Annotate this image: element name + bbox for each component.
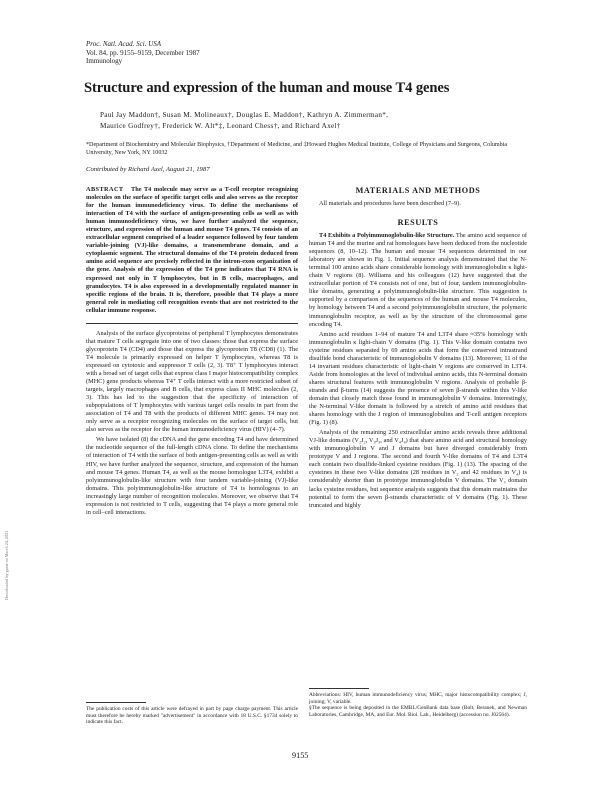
intro-paragraph-2: We have isolated (8) the cDNA and the gene encoding T4 and have determined the nucleotide sequence of the full-length cDNA clone. To define the mechanisms of interaction of T4 with the surface of both antigen-presenting cells as well as with HIV, we have further analyzed the sequence, structure, and expression of the human and mouse T4 genes. Human T4, as well as the mouse homologue L3T4, exhibit a polyimmunoglobulin-like structure with four tandem variable-joining (VJ)-like domains. This polyimmunoglobulin-like structure of T4 is homologous to an increasingly large number of recognition molecules. Moreover, we observe that T4 expression is not restricted to T cells, suggesting that T4 plays a more general role in cell–cell interactions. xyxy=(86,436,298,516)
intro-paragraph-1: Analysis of the surface glycoproteins of peripheral T lymphocytes demonstrates that mature T cells segregate into one of two classes: those that express the surface glycoprotein T4 (CD4) and those that express the glycoprotein T8 (CD8) (1). The T4 molecule is primarily expressed on helper T lymphocytes, whereas T8 is expressed on cytotoxic and suppressor T cells (2, 3). T8⁺ T lymphocytes interact with a broad set of target cells that express class I major histocompatibility complex (MHC) gene products whereas T4⁺ T cells interact with a more restricted subset of targets, largely macrophages and B cells, that express class II MHC molecules (2, 3). This has led to the suggestion that the specificity of interaction of subpopulations of T lymphocytes with various target cells results in part from the association of T4 and T8 with the products of different MHC genes. T4 may not only serve as a receptor recognizing molecules on the surface of target cells, but also serves as the receptor for the human immunodeficiency virus (HIV) (4–7). xyxy=(86,329,298,434)
methods-heading: MATERIALS AND METHODS xyxy=(355,186,481,195)
abstract-divider xyxy=(86,323,298,324)
abbreviations-text: Abbreviations: HIV, human immunodeficiency virus; MHC, major histocompatibility complex; J, joining; V, variable. xyxy=(309,692,527,705)
right-column xyxy=(309,186,527,512)
journal-volume: Vol. 84, pp. 9155–9159, December 1987 xyxy=(86,48,200,57)
page-number: 9155 xyxy=(292,751,309,760)
results-text-block xyxy=(309,232,527,510)
author-line-2: Maurice Godfrey†, Frederick W. Alt*‡, Leonard Chess†, and Richard Axel† xyxy=(100,122,341,131)
download-watermark: Downloaded by guest on March 24, 2021 xyxy=(4,530,9,600)
deposit-text: §The sequence is being deposited in the EMBL/GenBank data base (Bolt, Beranek, and Newman Laboratories, Cambridge, MA, and Eur. Mol. Biol. Lab., Heidelberg) (accession no. J02564). xyxy=(309,705,527,718)
footnote-rule xyxy=(86,702,146,703)
contributed-by: Contributed by Richard Axel, August 21, 1987 xyxy=(86,166,210,173)
author-line-1: Paul Jay Maddon†, Susan M. Molineaux†, Douglas E. Maddon†, Kathryn A. Zimmerman*, xyxy=(100,111,389,119)
abstract xyxy=(86,186,298,315)
results-heading: RESULTS xyxy=(397,218,439,228)
abstract-text: The T4 molecule may serve as a T-cell receptor recognizing molecules on the surface of specific target cells and also serves as the receptor for the human immunodeficiency virus. To define the mechanisms of interaction of T4 with the surface of antigen-presenting cells as well as with human immunodeficiency virus, we have further analyzed the sequence, structure, and expression of the human and mouse T4 genes. T4 consists of an extracellular segment comprised of a leader sequence followed by four tandem variable-joining (VJ)-like domains, a transmembrane domain, and a cytoplasmic segment. The structural domains of the T4 protein deduced from amino acid sequence are precisely reflected in the intron-exon organization of the gene. Analysis of the expression of the T4 gene indicates that T4 RNA is expressed not only in T lymphocytes, but in B cells, macrophages, and granulocytes. T4 is also expressed in a developmentally regulated manner in specific regions of the brain. It is, therefore, possible that T4 plays a more general role in mediating cell recognition events that are not restricted to the cellular immune response. xyxy=(86,186,299,314)
left-column xyxy=(86,186,298,519)
results-paragraph-1-text: The amino acid sequence of human T4 and the murine and rat homologues have been deduced from the nucleotide sequences (8, 10–12). The human and mouse T4 sequences determined in our laboratory are shown in Fig. 1. Initial sequence analysis demonstrated that the N-terminal 100 amino acids share considerable homology with immunoglobulin κ light-chain V regions (8). Williams and his colleagues (12) have suggested that the extracellular portion of T4 consists not of one, but of four, tandem immunoglobulin-like domains, generating a polyimmunoglobulin-like structure. This suggestion is supported by a comparison of the sequences of the human and mouse T4 molecules, by homology between T4 and a second polyimmunoglobulin structure, the polymeric immunoglobulin receptor, as well as by the structure of the chromosomal gene encoding T4. xyxy=(309,232,527,328)
publication-cost-footnote xyxy=(86,702,298,726)
paper-title: Structure and expression of the human and mouse T4 genes xyxy=(84,80,450,96)
results-run-head: T4 Exhibits a Polyimmunoglobulin-like Structure. xyxy=(319,232,455,240)
affiliations: *Department of Biochemistry and Molecular Biophysics, †Department of Medicine, and ‡Howard Hughes Medical Institute, College of Physicians and Surgeons, Columbia University, New York, NY 10032 xyxy=(86,142,508,157)
methods-text-block xyxy=(309,200,527,208)
journal-section: Immunology xyxy=(86,57,123,66)
results-paragraph-1 xyxy=(309,232,527,329)
results-paragraph-3: Analysis of the remaining 250 extracellular amino acids reveals three additional VJ-like domains (V₂J₂, V₃J₃, and V₄J₄) that share amino acid and structural homology with immunoglobulin V and J domains but have diverged considerably from prototype V and J regions. The second and fourth V-like domains of T4 and L3T4 each contain two disulfide-linked cysteine residues (Fig. 1) (13). The spacing of the cysteines in these two V-like domains (28 residues in V₂ and 42 residues in V₄) is considerably shorter than in prototype immunoglobulin V domains. The V₃ domain lacks cysteine residues, but sequence analysis suggests that this domain maintains the potential to form the seven β-strands characteristic of V domains (Fig. 1). These truncated and highly xyxy=(309,429,527,509)
methods-text: All materials and procedures have been described (7–9). xyxy=(319,200,461,207)
author-list xyxy=(100,110,540,133)
footnote-rule-right xyxy=(309,688,369,689)
journal-name: Proc. Natl. Acad. Sci. USA xyxy=(86,40,162,48)
introduction xyxy=(86,330,298,517)
results-paragraph-2: Amino acid residues 1–94 of mature T4 and L3T4 share ≈35% homology with immunoglobulin κ light-chain V domains (Fig. 1). This V-like domain contains two cysteine residues separated by 69 amino acids that form the conserved intrastrand disulfide bond characteristic of immunoglobulin V domains (13). Moreover, 11 of the 14 invariant residues characteristic of light-chain V regions are conserved in L3T4. Aside from homologies at the level of individual amino acids, this N-terminal domain shares structural features with immunoglobulin V regions. Analysis of probable β-strands and β-turns (14) suggests the presence of seven β-strands within this V-like domain that closely match those found in immunoglobulin V domains. Interestingly, the N-terminal V-like domain is followed by a stretch of amino acid residues that shares homology with the J region of immunoglobulins and T-cell antigen receptors (Fig. 1) (8). xyxy=(309,330,527,427)
publication-cost-text: The publication costs of this article were defrayed in part by page charge payment. This article must therefore be hereby marked "advertisement" in accordance with 18 U.S.C. §1734 solely to indicate this fact. xyxy=(86,706,298,726)
abstract-label: ABSTRACT xyxy=(86,186,124,193)
journal-citation xyxy=(86,40,200,66)
abbreviations-footnote xyxy=(309,688,527,718)
